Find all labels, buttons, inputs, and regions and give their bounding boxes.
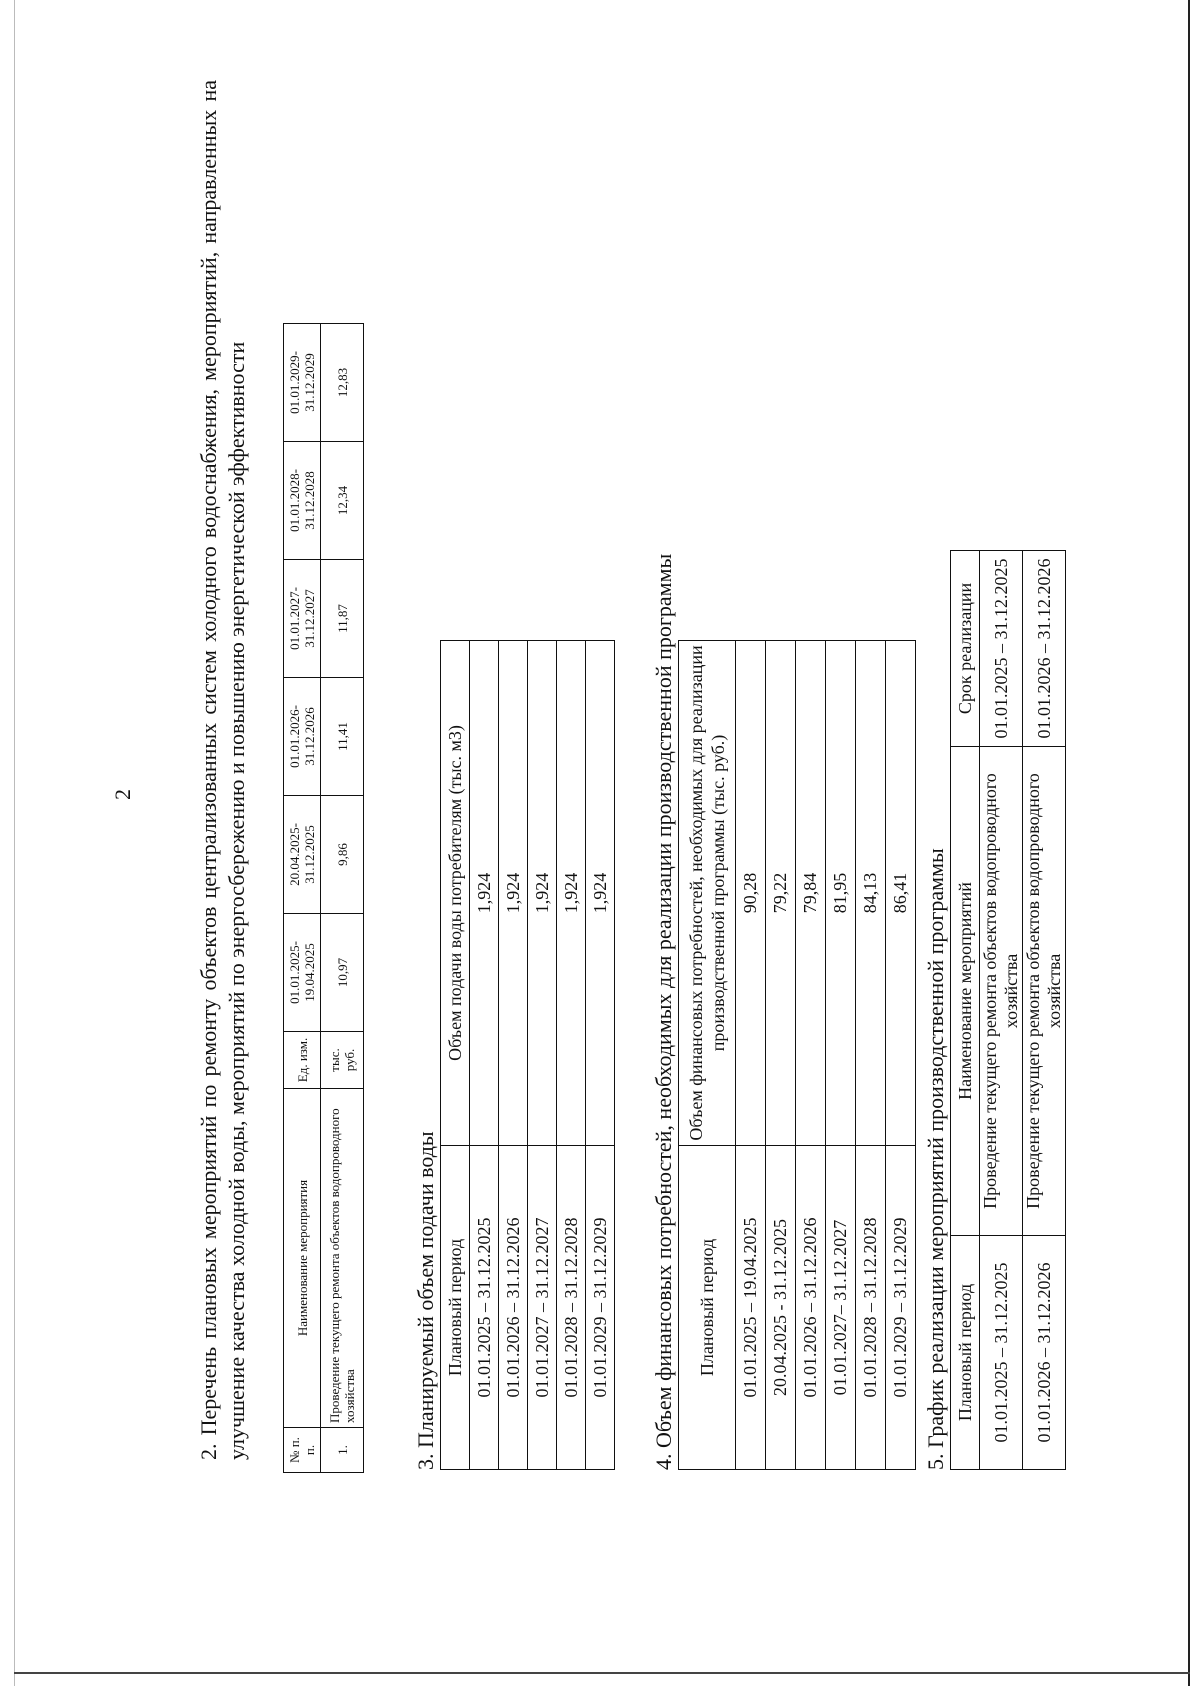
section-2-title: 2. Перечень плановых мероприятий по ремонту объектов централизованных систем холодного водоснабжения, мероприятий, направленных на улучшение качества холодной воды, мероприятий по энергосбережению и повышению энергетической эффективности <box>196 80 249 1460</box>
page-number: 2 <box>110 789 135 800</box>
table-row <box>528 641 557 1470</box>
col-header-period: 01.01.2028-31.12.2028 <box>284 442 321 560</box>
schedule-table <box>950 550 1066 1470</box>
activities-table <box>283 323 364 1473</box>
row-value: 1,924 <box>470 641 499 1146</box>
row-period: 01.01.2025 – 19.04.2025 <box>736 1146 766 1470</box>
table-row <box>736 641 766 1470</box>
table-row <box>826 641 856 1470</box>
row-activity-name: Проведение текущего ремонта объектов водопроводного хозяйства <box>321 1089 364 1428</box>
table-row <box>470 641 499 1470</box>
table-row <box>1023 551 1066 1470</box>
row-period: 01.01.2028 – 31.12.2028 <box>557 1146 586 1470</box>
col-header-name: Наименование мероприятия <box>284 1089 321 1428</box>
row-value: 11,41 <box>321 678 364 796</box>
row-period: 01.01.2029 – 31.12.2029 <box>586 1146 615 1470</box>
row-activity-name: Проведение текущего ремонта объектов водопроводного хозяйства <box>1023 747 1066 1236</box>
row-value: 12,83 <box>321 324 364 442</box>
row-period: 01.01.2028 – 31.12.2028 <box>856 1146 886 1470</box>
table-header-row <box>441 641 470 1470</box>
row-value: 1,924 <box>528 641 557 1146</box>
row-period: 01.01.2026 – 31.12.2026 <box>1023 1236 1066 1470</box>
col-header-num: № п. п. <box>284 1428 321 1473</box>
table-row <box>886 641 916 1470</box>
col-header-period: Плановый период <box>951 1236 980 1470</box>
row-period: 01.01.2027 – 31.12.2027 <box>528 1146 557 1470</box>
col-header-period: 20.04.2025-31.12.2025 <box>284 796 321 914</box>
row-period: 01.01.2026 – 31.12.2026 <box>499 1146 528 1470</box>
scan-frame-bottom <box>14 1672 1190 1674</box>
row-value: 1,924 <box>499 641 528 1146</box>
table-row <box>499 641 528 1470</box>
col-header-unit: Ед. изм. <box>284 1032 321 1089</box>
col-header-period: 01.01.2027-31.12.2027 <box>284 560 321 678</box>
table-row <box>796 641 826 1470</box>
col-header-period: Плановый период <box>441 1146 470 1470</box>
row-num: 1. <box>321 1428 364 1473</box>
row-value: 1,924 <box>586 641 615 1146</box>
col-header-volume: Объем подачи воды потребителям (тыс. м3) <box>441 641 470 1146</box>
row-period: 01.01.2026 – 31.12.2026 <box>796 1146 826 1470</box>
row-term: 01.01.2026 – 31.12.2026 <box>1023 551 1066 747</box>
table-row <box>586 641 615 1470</box>
table-header-row <box>284 324 321 1473</box>
row-value: 86,41 <box>886 641 916 1146</box>
financial-needs-table <box>678 640 916 1470</box>
row-value: 11,87 <box>321 560 364 678</box>
col-header-volume: Объем финансовых потребностей, необходимых для реализации производственной программы (тыс. руб.) <box>679 641 736 1146</box>
col-header-period: 01.01.2025-19.04.2025 <box>284 914 321 1032</box>
row-period: 01.01.2029 – 31.12.2029 <box>886 1146 916 1470</box>
row-value: 79,84 <box>796 641 826 1146</box>
table-header-row <box>951 551 980 1470</box>
row-period: 01.01.2025 – 31.12.2025 <box>470 1146 499 1470</box>
row-term: 01.01.2025 – 31.12.2025 <box>980 551 1023 747</box>
water-supply-table <box>440 640 615 1470</box>
section-5-title: 5. График реализации мероприятий производственной программы <box>923 848 948 1470</box>
row-period: 01.01.2025 – 31.12.2025 <box>980 1236 1023 1470</box>
section-4-title: 4. Объем финансовых потребностей, необходимых для реализации производственной программы <box>651 553 676 1470</box>
row-unit: тыс. руб. <box>321 1032 364 1089</box>
row-value: 1,924 <box>557 641 586 1146</box>
table-row <box>766 641 796 1470</box>
col-header-name: Наименование мероприятий <box>951 747 980 1236</box>
row-value: 79,22 <box>766 641 796 1146</box>
row-value: 81,95 <box>826 641 856 1146</box>
row-value: 90,28 <box>736 641 766 1146</box>
row-value: 12,34 <box>321 442 364 560</box>
row-period: 20.04.2025 - 31.12.2025 <box>766 1146 796 1470</box>
section-3-title: 3. Планируемый объем подачи воды <box>413 1131 438 1470</box>
row-value: 10,97 <box>321 914 364 1032</box>
row-value: 9,86 <box>321 796 364 914</box>
table-row <box>856 641 886 1470</box>
col-header-term: Срок реализации <box>951 551 980 747</box>
col-header-period: Плановый период <box>679 1146 736 1470</box>
table-row <box>980 551 1023 1470</box>
col-header-period: 01.01.2026-31.12.2026 <box>284 678 321 796</box>
table-row <box>321 324 364 1473</box>
table-row <box>557 641 586 1470</box>
row-period: 01.01.2027– 31.12.2027 <box>826 1146 856 1470</box>
col-header-period: 01.01.2029-31.12.2029 <box>284 324 321 442</box>
row-value: 84,13 <box>856 641 886 1146</box>
table-header-row <box>679 641 736 1470</box>
row-activity-name: Проведение текущего ремонта объектов водопроводного хозяйства <box>980 747 1023 1236</box>
